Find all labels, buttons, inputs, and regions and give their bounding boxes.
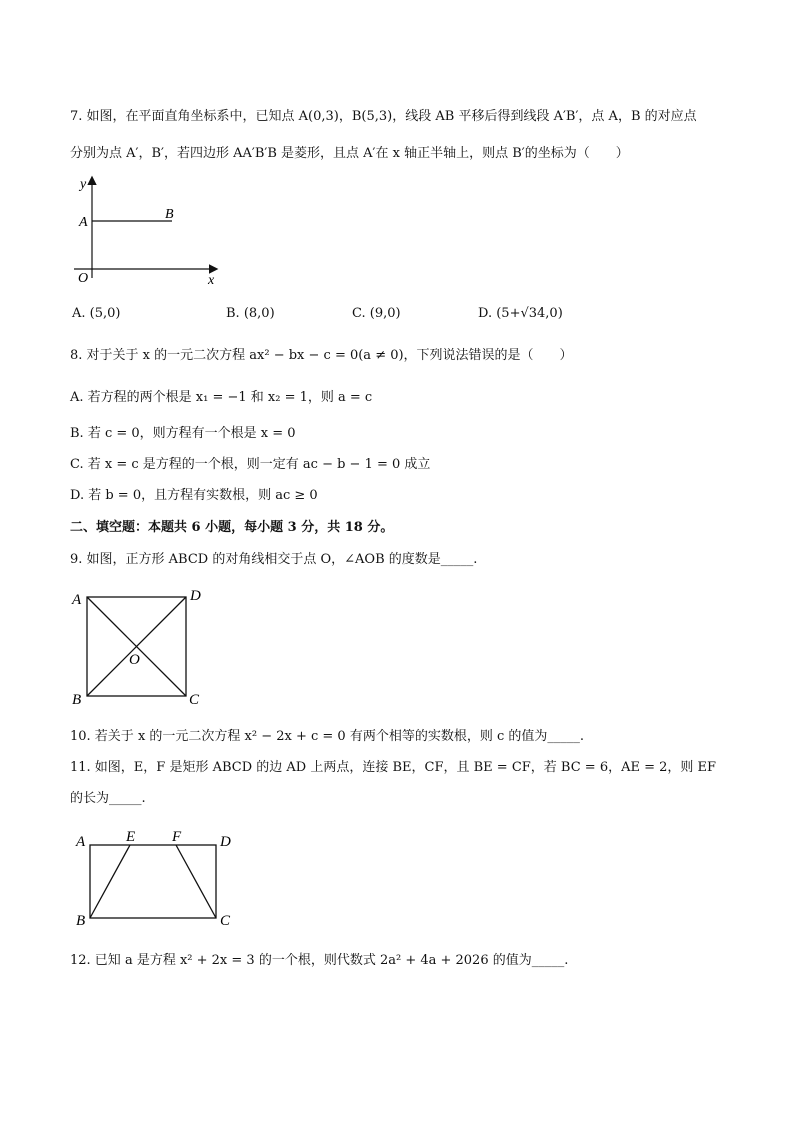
q8-option-c: C. 若 x = c 是方程的一个根，则一定有 ac − b − 1 = 0 成立: [70, 457, 431, 472]
q7-coordinate-figure: [68, 172, 228, 288]
q8-option-a: A. 若方程的两个根是 x₁ = −1 和 x₂ = 1，则 a = c: [70, 390, 373, 405]
label-a: A: [76, 834, 86, 850]
segment-be: [90, 845, 130, 918]
label-b: B: [72, 692, 82, 708]
label-x: x: [208, 273, 215, 288]
q9-square-figure: [70, 584, 210, 708]
segment-cf: [176, 845, 216, 918]
section-2-heading: 二、填空题：本题共 6 小题，每小题 3 分，共 18 分。: [70, 520, 394, 535]
label-d: D: [220, 834, 231, 850]
q11-rectangle-figure: [72, 826, 242, 930]
q7-option-b: B. (8,0): [226, 306, 275, 321]
label-o: O: [78, 271, 89, 286]
q7-line2: 分别为点 A′，B′，若四边形 AA′B′B 是菱形，且点 A′在 x 轴正半轴上，则点 B′的坐标为（ ）: [70, 146, 629, 161]
q8-stem: 8. 对于关于 x 的一元二次方程 ax² − bx − c = 0(a ≠ 0)，下列说法错误的是（ ）: [70, 348, 573, 363]
label-b: B: [76, 913, 86, 929]
q8-option-b: B. 若 c = 0，则方程有一个根是 x = 0: [70, 426, 296, 441]
label-a: A: [79, 215, 88, 230]
label-c: C: [220, 913, 231, 929]
q7-option-a: A. (5,0): [72, 306, 121, 321]
q7-option-c: C. (9,0): [352, 306, 401, 321]
label-c: C: [189, 692, 200, 708]
label-y: y: [80, 177, 87, 192]
q10-text: 10. 若关于 x 的一元二次方程 x² − 2x + c = 0 有两个相等的实数根，则 c 的值为_____.: [70, 729, 585, 744]
label-b: B: [165, 207, 174, 222]
q9-text: 9. 如图，正方形 ABCD 的对角线相交于点 O，∠AOB 的度数是_____.: [70, 552, 478, 567]
label-e: E: [126, 829, 136, 845]
label-o: O: [129, 652, 140, 668]
label-a: A: [72, 592, 82, 608]
rectangle-abcd: [90, 845, 216, 918]
q11-line1: 11. 如图，E，F 是矩形 ABCD 的边 AD 上两点，连接 BE，CF，且 BE = CF，若 BC = 6，AE = 2，则 EF: [70, 760, 717, 775]
label-d: D: [190, 588, 201, 604]
q7-line1: 7. 如图，在平面直角坐标系中，已知点 A(0,3)，B(5,3)，线段 AB 平移后得到线段 A′B′，点 A，B 的对应点: [70, 109, 697, 124]
q12-text: 12. 已知 a 是方程 x² + 2x = 3 的一个根，则代数式 2a² + 4a + 2026 的值为_____.: [70, 953, 569, 968]
q8-option-d: D. 若 b = 0，且方程有实数根，则 ac ≥ 0: [70, 488, 318, 503]
q11-line2: 的长为_____.: [70, 791, 146, 806]
label-f: F: [172, 829, 182, 845]
q7-option-d: D. (5+√34,0): [478, 306, 563, 321]
